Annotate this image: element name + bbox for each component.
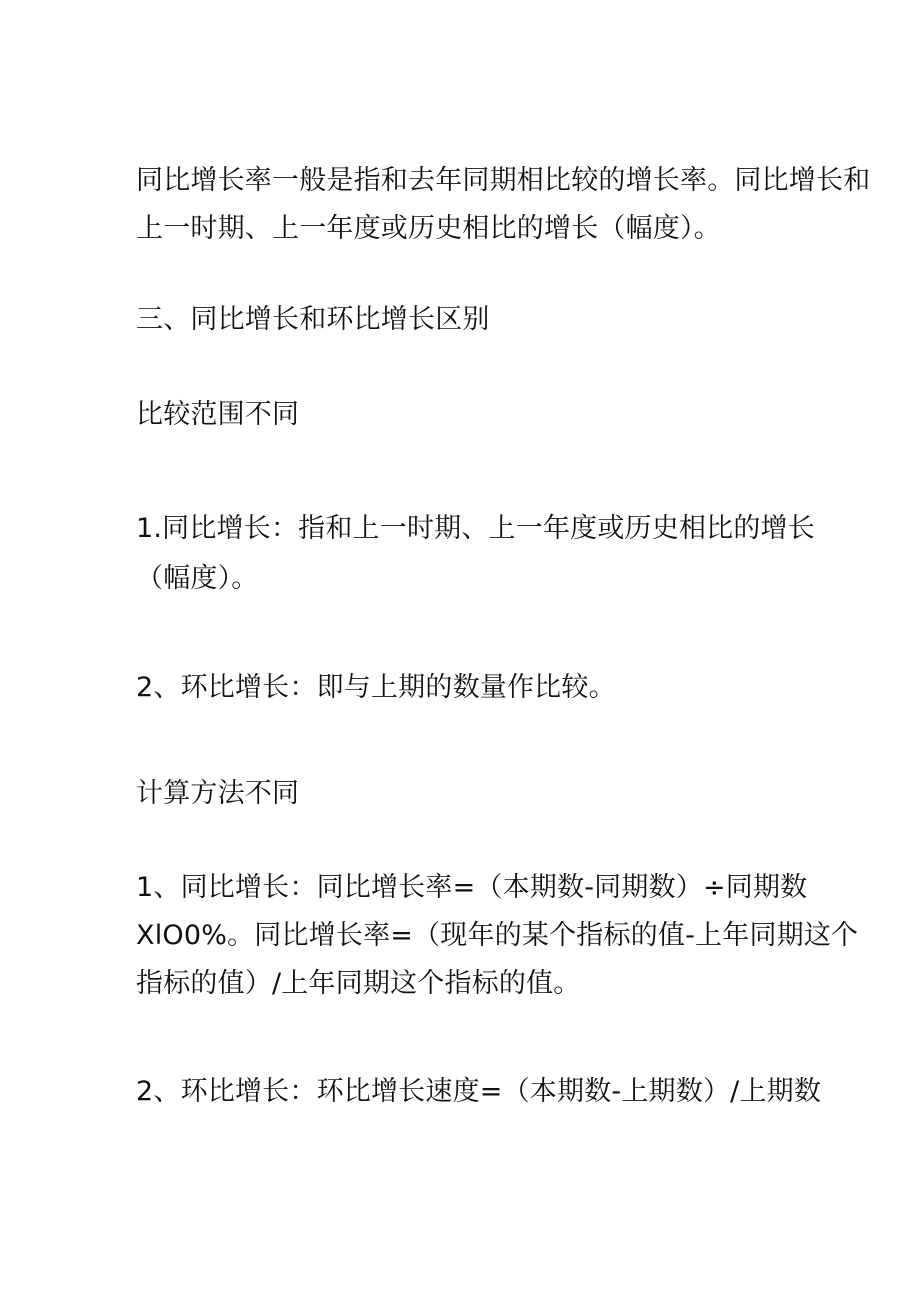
method-item-2: 2、环比增长：环比增长速度=（本期数-上期数）/上期数 — [136, 1076, 822, 1107]
subheading-comparison-scope: 比较范围不同 — [136, 399, 300, 430]
method-item-1-line-1: 1、同比增长：同比增长率=（本期数-同期数）÷同期数 — [136, 872, 808, 903]
subheading-calculation-method: 计算方法不同 — [136, 778, 300, 809]
section-heading: 三、同比增长和环比增长区别 — [136, 304, 490, 335]
method-item-1-line-3: 指标的值）/上年同期这个指标的值。 — [136, 968, 581, 999]
scope-item-1-line-2: （幅度）。 — [136, 563, 259, 594]
scope-item-1-line-1: 1.同比增长：指和上一时期、上一年度或历史相比的增长 — [136, 513, 815, 544]
paragraph-intro-line-2: 上一时期、上一年度或历史相比的增长（幅度）。 — [136, 213, 721, 244]
scope-item-2: 2、环比增长：即与上期的数量作比较。 — [136, 672, 616, 703]
paragraph-intro-line-1: 同比增长率一般是指和去年同期相比较的增长率。同比增长和 — [136, 165, 871, 196]
method-item-1-line-2: XlO0%。同比增长率=（现年的某个指标的值-上年同期这个 — [136, 920, 859, 951]
